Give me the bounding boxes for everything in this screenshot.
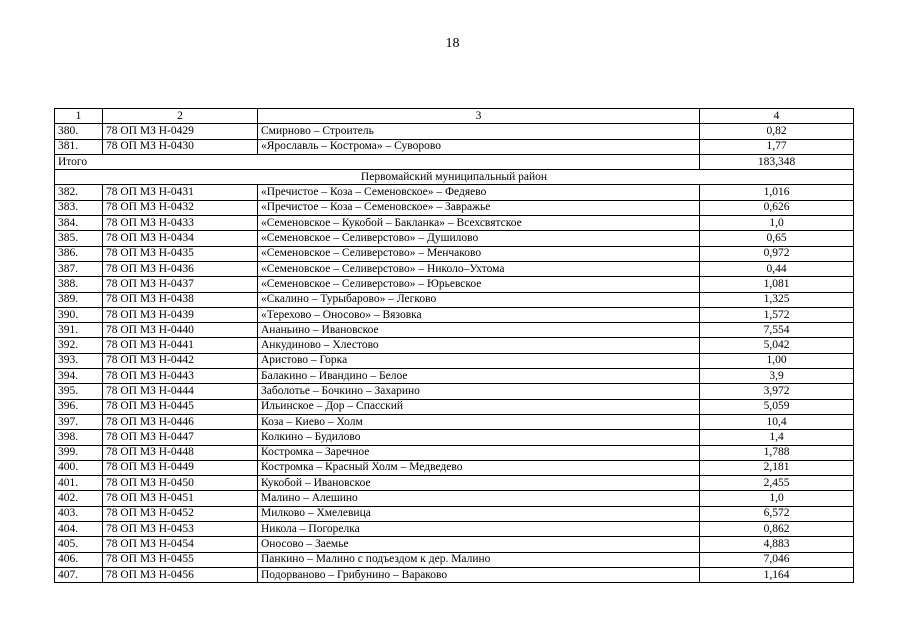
- road-code: 78 ОП МЗ Н-0455: [103, 552, 258, 567]
- road-length: 1,0: [700, 491, 854, 506]
- road-name: Балакино – Ивандино – Белое: [258, 369, 700, 384]
- total-row: [55, 154, 854, 169]
- road-length: 0,82: [700, 124, 854, 139]
- row-number: 390.: [55, 307, 103, 322]
- table-row: [55, 231, 854, 246]
- table-row: [55, 200, 854, 215]
- road-name: Никола – Погорелка: [258, 522, 700, 537]
- road-name: «Семеновское – Кукобой – Бакланка» – Всехсвятское: [258, 216, 700, 231]
- road-code: 78 ОП МЗ Н-0454: [103, 537, 258, 552]
- table-row: [55, 292, 854, 307]
- table-body: [55, 109, 854, 583]
- road-length: 1,77: [700, 139, 854, 154]
- table-row: [55, 338, 854, 353]
- road-length: 1,4: [700, 430, 854, 445]
- row-number: 395.: [55, 384, 103, 399]
- row-number: 403.: [55, 506, 103, 521]
- row-number: 399.: [55, 445, 103, 460]
- table-row: [55, 323, 854, 338]
- road-name: Колкино – Будилово: [258, 430, 700, 445]
- road-code: 78 ОП МЗ Н-0435: [103, 246, 258, 261]
- row-number: 398.: [55, 430, 103, 445]
- road-length: 3,972: [700, 384, 854, 399]
- row-number: 392.: [55, 338, 103, 353]
- road-name: «Семеновское – Селиверстово» – Душилово: [258, 231, 700, 246]
- table-row: [55, 353, 854, 368]
- column-number-1: 1: [55, 109, 103, 124]
- road-name: «Терехово – Оносово» – Вязовка: [258, 307, 700, 322]
- table-row: [55, 261, 854, 276]
- road-name: Костромка – Красный Холм – Медведево: [258, 460, 700, 475]
- road-length: 1,325: [700, 292, 854, 307]
- total-value: 183,348: [700, 154, 854, 169]
- row-number: 388.: [55, 277, 103, 292]
- road-length: 7,554: [700, 323, 854, 338]
- row-number: 397.: [55, 414, 103, 429]
- row-number: 391.: [55, 323, 103, 338]
- road-code: 78 ОП МЗ Н-0439: [103, 307, 258, 322]
- column-number-3: 3: [258, 109, 700, 124]
- row-number: 386.: [55, 246, 103, 261]
- table-row: [55, 414, 854, 429]
- road-name: Панкино – Малино с подъездом к дер. Малино: [258, 552, 700, 567]
- road-code: 78 ОП МЗ Н-0432: [103, 200, 258, 215]
- road-name: Милково – Хмелевица: [258, 506, 700, 521]
- table-row: [55, 185, 854, 200]
- road-length: 1,081: [700, 277, 854, 292]
- road-code: 78 ОП МЗ Н-0437: [103, 277, 258, 292]
- table-row: [55, 277, 854, 292]
- road-code: 78 ОП МЗ Н-0451: [103, 491, 258, 506]
- road-code: 78 ОП МЗ Н-0456: [103, 567, 258, 582]
- road-code: 78 ОП МЗ Н-0450: [103, 476, 258, 491]
- table-row: [55, 567, 854, 582]
- page-number: 18: [445, 36, 460, 51]
- table-row: [55, 399, 854, 414]
- road-length: 4,883: [700, 537, 854, 552]
- road-code: 78 ОП МЗ Н-0429: [103, 124, 258, 139]
- table-row: [55, 552, 854, 567]
- road-length: 1,0: [700, 216, 854, 231]
- row-number: 394.: [55, 369, 103, 384]
- road-name: Подорваново – Грибунино – Вараково: [258, 567, 700, 582]
- road-length: 2,181: [700, 460, 854, 475]
- row-number: 380.: [55, 124, 103, 139]
- road-code: 78 ОП МЗ Н-0433: [103, 216, 258, 231]
- road-length: 5,059: [700, 399, 854, 414]
- road-length: 3,9: [700, 369, 854, 384]
- road-name: Костромка – Заречное: [258, 445, 700, 460]
- district-title: Первомайский муниципальный район: [55, 170, 854, 185]
- row-number: 401.: [55, 476, 103, 491]
- road-length: 1,164: [700, 567, 854, 582]
- road-code: 78 ОП МЗ Н-0436: [103, 261, 258, 276]
- table-row: [55, 537, 854, 552]
- road-length: 1,788: [700, 445, 854, 460]
- road-length: 0,626: [700, 200, 854, 215]
- road-name: Ананьино – Ивановское: [258, 323, 700, 338]
- road-code: 78 ОП МЗ Н-0446: [103, 414, 258, 429]
- road-code: 78 ОП МЗ Н-0443: [103, 369, 258, 384]
- district-row: [55, 170, 854, 185]
- road-name: «Скалино – Турыбарово» – Легково: [258, 292, 700, 307]
- road-name: «Семеновское – Селиверстово» – Николо–Ухтома: [258, 261, 700, 276]
- road-name: «Семеновское – Селиверстово» – Юрьевское: [258, 277, 700, 292]
- road-length: 1,572: [700, 307, 854, 322]
- table-row: [55, 506, 854, 521]
- column-number-row: [55, 109, 854, 124]
- road-code: 78 ОП МЗ Н-0438: [103, 292, 258, 307]
- column-number-4: 4: [700, 109, 854, 124]
- table-row: [55, 522, 854, 537]
- road-length: 6,572: [700, 506, 854, 521]
- road-name: Малино – Алешино: [258, 491, 700, 506]
- row-number: 387.: [55, 261, 103, 276]
- road-name: «Ярославль – Кострома» – Суворово: [258, 139, 700, 154]
- row-number: 382.: [55, 185, 103, 200]
- table-row: [55, 430, 854, 445]
- table-row: [55, 369, 854, 384]
- table-row: [55, 460, 854, 475]
- road-code: 78 ОП МЗ Н-0431: [103, 185, 258, 200]
- road-register-table: [54, 108, 854, 583]
- road-name: Коза – Киево – Холм: [258, 414, 700, 429]
- road-code: 78 ОП МЗ Н-0445: [103, 399, 258, 414]
- row-number: 407.: [55, 567, 103, 582]
- row-number: 393.: [55, 353, 103, 368]
- road-code: 78 ОП МЗ Н-0434: [103, 231, 258, 246]
- road-code: 78 ОП МЗ Н-0449: [103, 460, 258, 475]
- row-number: 400.: [55, 460, 103, 475]
- table-row: [55, 216, 854, 231]
- road-name: Ильинское – Дор – Спасский: [258, 399, 700, 414]
- road-length: 1,00: [700, 353, 854, 368]
- road-name: Кукобой – Ивановское: [258, 476, 700, 491]
- road-name: Смирново – Строитель: [258, 124, 700, 139]
- road-code: 78 ОП МЗ Н-0442: [103, 353, 258, 368]
- row-number: 381.: [55, 139, 103, 154]
- total-label: Итого: [55, 154, 700, 169]
- road-length: 7,046: [700, 552, 854, 567]
- road-name: Анкудиново – Хлестово: [258, 338, 700, 353]
- table-row: [55, 124, 854, 139]
- road-code: 78 ОП МЗ Н-0444: [103, 384, 258, 399]
- table-row: [55, 445, 854, 460]
- table-row: [55, 476, 854, 491]
- road-length: 0,44: [700, 261, 854, 276]
- road-length: 10,4: [700, 414, 854, 429]
- row-number: 384.: [55, 216, 103, 231]
- road-name: «Семеновское – Селиверстово» – Менчаково: [258, 246, 700, 261]
- road-name: Оносово – Заемье: [258, 537, 700, 552]
- road-length: 2,455: [700, 476, 854, 491]
- row-number: 383.: [55, 200, 103, 215]
- road-code: 78 ОП МЗ Н-0447: [103, 430, 258, 445]
- road-code: 78 ОП МЗ Н-0441: [103, 338, 258, 353]
- table-row: [55, 491, 854, 506]
- road-name: Заболотье – Бочкино – Захарино: [258, 384, 700, 399]
- table-row: [55, 384, 854, 399]
- road-code: 78 ОП МЗ Н-0430: [103, 139, 258, 154]
- table-row: [55, 307, 854, 322]
- row-number: 406.: [55, 552, 103, 567]
- column-number-2: 2: [103, 109, 258, 124]
- road-length: 1,016: [700, 185, 854, 200]
- road-name: «Пречистое – Коза – Семеновское» – Федяево: [258, 185, 700, 200]
- road-code: 78 ОП МЗ Н-0440: [103, 323, 258, 338]
- table-row: [55, 139, 854, 154]
- row-number: 402.: [55, 491, 103, 506]
- road-length: 0,972: [700, 246, 854, 261]
- road-name: Аристово – Горка: [258, 353, 700, 368]
- road-length: 0,65: [700, 231, 854, 246]
- table-row: [55, 246, 854, 261]
- row-number: 405.: [55, 537, 103, 552]
- road-name: «Пречистое – Коза – Семеновское» – Завражье: [258, 200, 700, 215]
- row-number: 396.: [55, 399, 103, 414]
- road-length: 5,042: [700, 338, 854, 353]
- road-length: 0,862: [700, 522, 854, 537]
- road-code: 78 ОП МЗ Н-0453: [103, 522, 258, 537]
- row-number: 404.: [55, 522, 103, 537]
- row-number: 389.: [55, 292, 103, 307]
- road-code: 78 ОП МЗ Н-0452: [103, 506, 258, 521]
- road-code: 78 ОП МЗ Н-0448: [103, 445, 258, 460]
- row-number: 385.: [55, 231, 103, 246]
